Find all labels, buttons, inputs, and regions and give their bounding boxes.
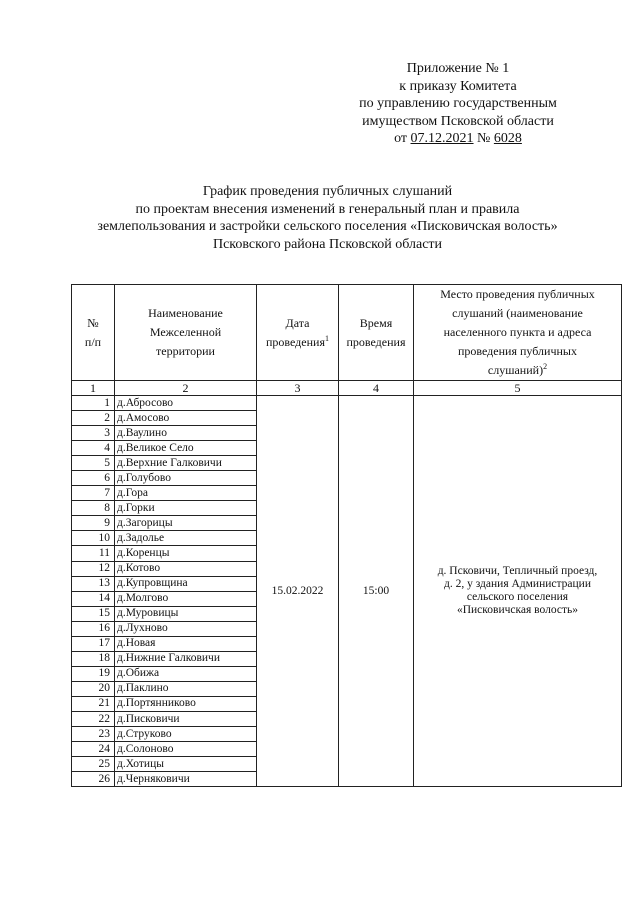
territory-name: д.Коренцы (115, 546, 257, 561)
row-number: 8 (72, 501, 115, 516)
row-number: 15 (72, 606, 115, 621)
territory-name: д.Ваулино (115, 426, 257, 441)
row-number: 19 (72, 666, 115, 681)
territory-name: д.Амосово (115, 411, 257, 426)
title-line-3: землепользования и застройки сельского поселения «Писковичская волость» (97, 219, 558, 235)
col-number-5: 5 (414, 381, 622, 396)
header-date-footnote: 1 (324, 333, 329, 343)
row-number: 24 (72, 742, 115, 757)
header-time: Время проведения (339, 285, 414, 381)
header-num: № п/п (72, 285, 115, 381)
row-number: 3 (72, 426, 115, 441)
territory-name: д.Купровщина (115, 576, 257, 591)
col-number-1: 1 (72, 381, 115, 396)
row-number: 25 (72, 757, 115, 772)
title-line-1: График проведения публичных слушаний (202, 184, 453, 199)
territory-name: д.Горки (115, 501, 257, 516)
territory-name: д.Писковичи (115, 711, 257, 726)
row-number: 13 (72, 576, 115, 591)
order-number-sign: № (477, 131, 491, 147)
territory-name: д.Котово (115, 561, 257, 576)
territory-name: д.Портянниково (115, 696, 257, 711)
appendix-line-2: к приказу Комитета (399, 78, 517, 94)
territory-name: д.Загорицы (115, 516, 257, 531)
document-title (60, 183, 595, 253)
title-line-2: по проектам внесения изменений в генеральный план и правила (135, 201, 520, 217)
title-line-4: Псковского района Псковской области (212, 236, 443, 252)
order-number: 6028 (493, 131, 522, 147)
header-place-text: Место проведения публичных слушаний (наименование населенного пункта и адреса проведения публичных слушаний) (440, 287, 595, 377)
row-number: 20 (72, 681, 115, 696)
row-number: 10 (72, 531, 115, 546)
col-number-4: 4 (339, 381, 414, 396)
row-number: 5 (72, 456, 115, 471)
order-prefix: от (394, 131, 408, 147)
row-number: 21 (72, 696, 115, 711)
row-number: 17 (72, 636, 115, 651)
territory-name: д.Голубово (115, 471, 257, 486)
hearing-place: д. Псковичи, Тепличный проезд, д. 2, у здания Администрации сельского поселения «Писковичская волость» (414, 396, 622, 787)
row-number: 7 (72, 486, 115, 501)
order-date: 07.12.2021 (410, 131, 474, 147)
territory-name: д.Нижние Галковичи (115, 651, 257, 666)
hearing-date: 15.02.2022 (257, 396, 339, 787)
hearing-time: 15:00 (339, 396, 414, 787)
order-reference (340, 130, 576, 148)
table-row (72, 396, 622, 411)
row-number: 12 (72, 561, 115, 576)
row-number: 4 (72, 441, 115, 456)
territory-name: д.Абросово (115, 396, 257, 411)
column-number-row (72, 381, 622, 396)
territory-name: д.Хотицы (115, 757, 257, 772)
row-number: 9 (72, 516, 115, 531)
row-number: 23 (72, 727, 115, 742)
territory-name: д.Задолье (115, 531, 257, 546)
territory-name: д.Великое Село (115, 441, 257, 456)
territory-name: д.Черняковичи (115, 772, 257, 787)
appendix-line-1: Приложение № 1 (406, 61, 510, 76)
territory-name: д.Лухново (115, 621, 257, 636)
territory-name: д.Гора (115, 486, 257, 501)
territory-name: д.Паклино (115, 681, 257, 696)
header-territory: Наименование Межселенной территории (115, 285, 257, 381)
territory-name: д.Солоново (115, 742, 257, 757)
col-number-2: 2 (115, 381, 257, 396)
row-number: 16 (72, 621, 115, 636)
col-number-3: 3 (257, 381, 339, 396)
row-number: 14 (72, 591, 115, 606)
row-number: 2 (72, 411, 115, 426)
header-date (257, 285, 339, 381)
appendix-line-4: имуществом Псковской области (362, 113, 554, 129)
header-date-text: Дата проведения (266, 315, 325, 349)
header-place-footnote: 2 (543, 362, 548, 371)
header-row (72, 285, 622, 381)
header-place (414, 285, 622, 381)
appendix-line-3: по управлению государственным (359, 96, 557, 112)
row-number: 1 (72, 396, 115, 411)
appendix-block (340, 60, 576, 148)
territory-name: д.Обижа (115, 666, 257, 681)
territory-name: д.Струково (115, 727, 257, 742)
territory-name: д.Новая (115, 636, 257, 651)
territory-name: д.Верхние Галковичи (115, 456, 257, 471)
schedule-table (71, 284, 622, 787)
row-number: 18 (72, 651, 115, 666)
territory-name: д.Муровицы (115, 606, 257, 621)
row-number: 26 (72, 772, 115, 787)
row-number: 6 (72, 471, 115, 486)
territory-name: д.Молгово (115, 591, 257, 606)
row-number: 22 (72, 711, 115, 726)
row-number: 11 (72, 546, 115, 561)
